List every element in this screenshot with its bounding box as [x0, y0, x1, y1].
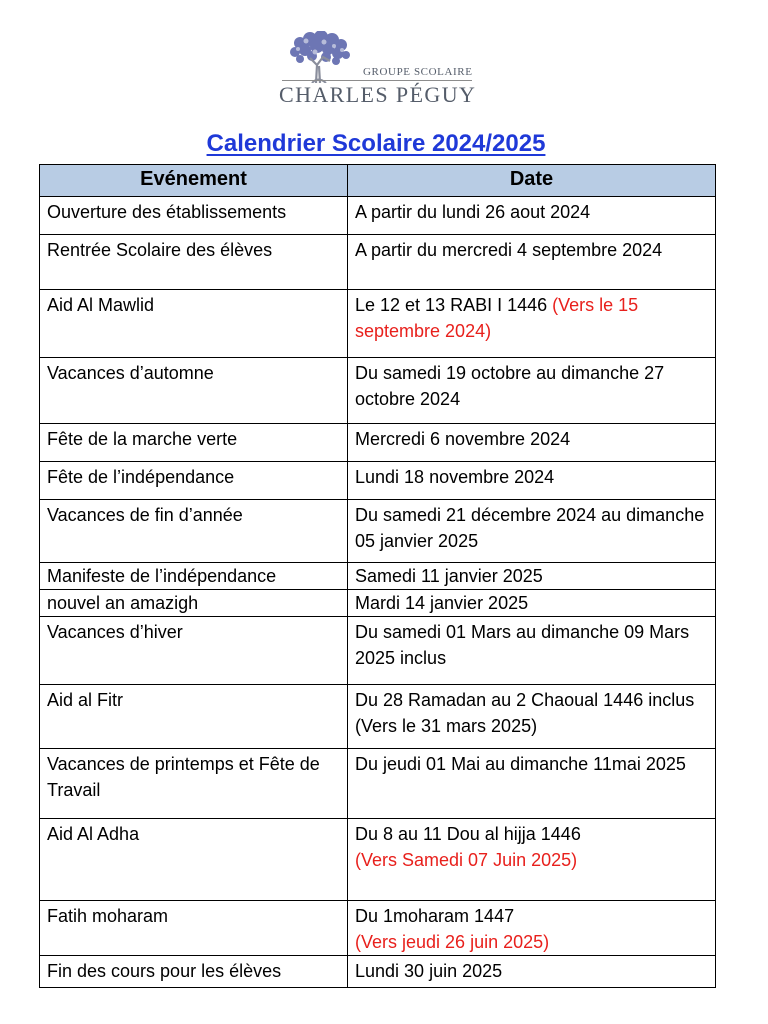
logo-divider	[282, 80, 472, 81]
table-row	[40, 197, 716, 235]
event-cell: Vacances de printemps et Fête de Travail	[40, 749, 348, 819]
date-cell: Du 8 au 11 Dou al hijja 1446 (Vers Samedi 07 Juin 2025)	[348, 819, 716, 901]
table-row	[40, 290, 716, 358]
table-row	[40, 590, 716, 617]
table-row	[40, 685, 716, 749]
calendar-table	[39, 164, 716, 988]
table-row	[40, 617, 716, 685]
table-row	[40, 235, 716, 290]
date-cell: Mardi 14 janvier 2025	[348, 590, 716, 617]
header-event: Evénement	[40, 165, 348, 197]
table-row	[40, 500, 716, 563]
event-cell: Fête de la marche verte	[40, 424, 348, 462]
table-header-row	[40, 165, 716, 197]
event-cell: Rentrée Scolaire des élèves	[40, 235, 348, 290]
date-cell: Du samedi 21 décembre 2024 au dimanche 05 janvier 2025	[348, 500, 716, 563]
event-cell: Manifeste de l’indépendance	[40, 563, 348, 590]
date-cell: Du 28 Ramadan au 2 Chaoual 1446 inclus (Vers le 31 mars 2025)	[348, 685, 716, 749]
table-row	[40, 901, 716, 956]
event-cell: Ouverture des établissements	[40, 197, 348, 235]
table-row	[40, 424, 716, 462]
date-cell: A partir du mercredi 4 septembre 2024	[348, 235, 716, 290]
tree-logo-icon	[286, 31, 352, 83]
logo-subtitle: GROUPE SCOLAIRE	[363, 66, 473, 78]
date-cell: Le 12 et 13 RABI I 1446 (Vers le 15 septembre 2024)	[348, 290, 716, 358]
table-row	[40, 749, 716, 819]
date-cell: Du samedi 19 octobre au dimanche 27 octobre 2024	[348, 358, 716, 424]
event-cell: Vacances de fin d’année	[40, 500, 348, 563]
table-row	[40, 462, 716, 500]
table-row	[40, 563, 716, 590]
date-cell: Lundi 30 juin 2025	[348, 956, 716, 988]
event-cell: Fin des cours pour les élèves	[40, 956, 348, 988]
event-cell: nouvel an amazigh	[40, 590, 348, 617]
table-row	[40, 819, 716, 901]
date-cell: Du jeudi 01 Mai au dimanche 11mai 2025	[348, 749, 716, 819]
date-cell: A partir du lundi 26 aout 2024	[348, 197, 716, 235]
header-date: Date	[348, 165, 716, 197]
event-cell: Aid Al Mawlid	[40, 290, 348, 358]
date-cell: Lundi 18 novembre 2024	[348, 462, 716, 500]
table-row	[40, 358, 716, 424]
event-cell: Aid Al Adha	[40, 819, 348, 901]
date-cell: Samedi 11 janvier 2025	[348, 563, 716, 590]
date-cell: Du samedi 01 Mars au dimanche 09 Mars 2025 inclus	[348, 617, 716, 685]
school-logo	[0, 25, 768, 115]
event-cell: Fatih moharam	[40, 901, 348, 956]
date-cell: Mercredi 6 novembre 2024	[348, 424, 716, 462]
event-cell: Vacances d’hiver	[40, 617, 348, 685]
page-title: Calendrier Scolaire 2024/2025	[206, 130, 546, 157]
logo-school-name: CHARLES PÉGUY	[279, 82, 477, 107]
date-cell: Du 1moharam 1447 (Vers jeudi 26 juin 2025)	[348, 901, 716, 956]
event-cell: Vacances d’automne	[40, 358, 348, 424]
table-row	[40, 956, 716, 988]
event-cell: Fête de l’indépendance	[40, 462, 348, 500]
event-cell: Aid al Fitr	[40, 685, 348, 749]
